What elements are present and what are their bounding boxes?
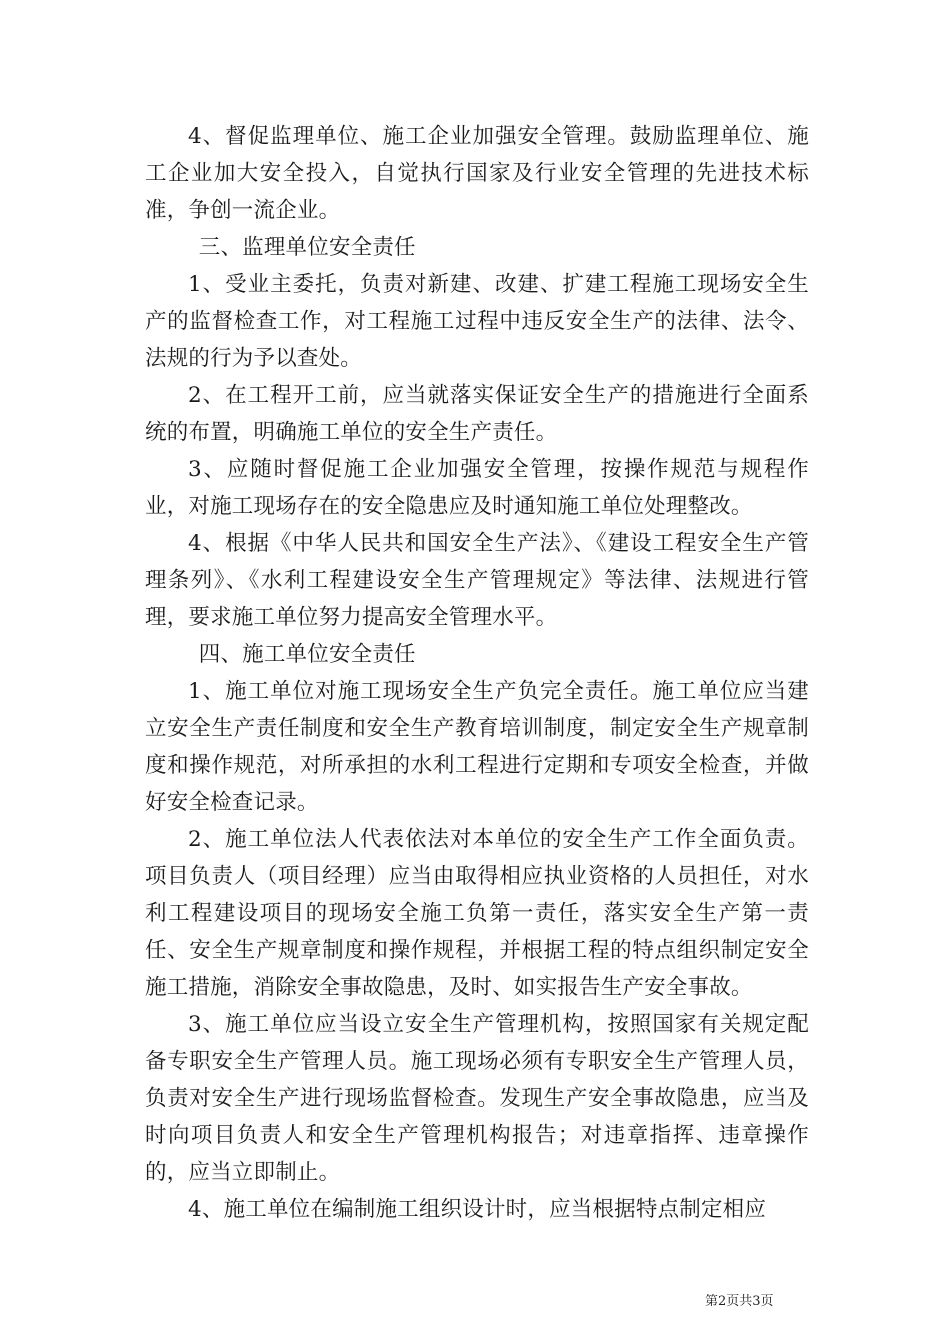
paragraph-2: 1、受业主委托，负责对新建、改建、扩建工程施工现场安全生产的监督检查工作，对工程施工过程中违反安全生产的法律、法令、法规的行为予以查处。 xyxy=(145,272,809,371)
page-number-footer: 第2页共3页 xyxy=(705,1294,774,1309)
paragraph-6: 1、施工单位对施工现场安全生产负完全责任。施工单位应当建立安全生产责任制度和安全生产教育培训制度，制定安全生产规章制度和操作规范，对所承担的水利工程进行定期和专项安全检查，并做好安全检查记录。 xyxy=(145,679,809,815)
paragraph-1: 4、督促监理单位、施工企业加强安全管理。鼓励监理单位、施工企业加大安全投入，自觉执行国家及行业安全管理的先进技术标准，争创一流企业。 xyxy=(145,124,809,223)
document-body xyxy=(145,118,809,1228)
paragraph-3: 2、在工程开工前，应当就落实保证安全生产的措施进行全面系统的布置，明确施工单位的安全生产责任。 xyxy=(145,383,809,445)
paragraph-4: 3、应随时督促施工企业加强安全管理，按操作规范与规程作业，对施工现场存在的安全隐患应及时通知施工单位处理整改。 xyxy=(145,457,809,519)
paragraph-5: 4、根据《中华人民共和国安全生产法》、《建设工程安全生产管理条列》、《水利工程建设安全生产管理规定》等法律、法规进行管理，要求施工单位努力提高安全管理水平。 xyxy=(145,531,809,630)
paragraph-8: 3、施工单位应当设立安全生产管理机构，按照国家有关规定配备专职安全生产管理人员。施工现场必须有专职安全生产管理人员，负责对安全生产进行现场监督检查。发现生产安全事故隐患，应当及时向项目负责人和安全生产管理机构报告；对违章指挥、违章操作的，应当立即制止。 xyxy=(145,1012,809,1185)
paragraph-9: 4、施工单位在编制施工组织设计时，应当根据特点制定相应 xyxy=(188,1197,767,1222)
paragraph-7: 2、施工单位法人代表依法对本单位的安全生产工作全面负责。项目负责人（项目经理）应当由取得相应执业资格的人员担任，对水利工程建设项目的现场安全施工负第一责任，落实安全生产第一责任、安全生产规章制度和操作规程，并根据工程的特点组织制定安全施工措施，消除安全事故隐患，及时、如实报告生产安全事故。 xyxy=(145,827,809,1000)
section-heading-4: 四、施工单位安全责任 xyxy=(198,642,416,667)
section-heading-3: 三、监理单位安全责任 xyxy=(198,235,416,260)
